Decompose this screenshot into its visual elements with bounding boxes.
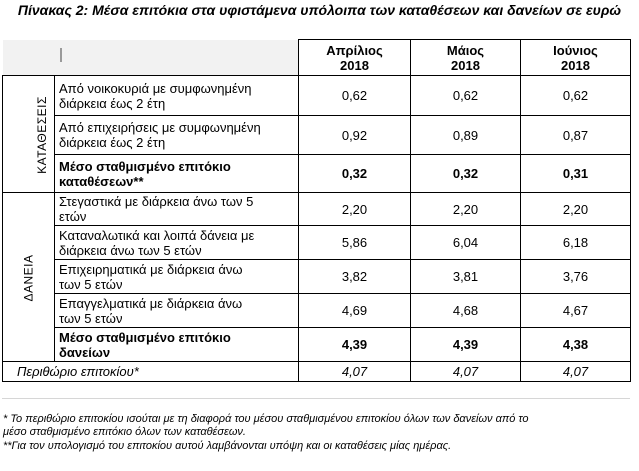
- value-cell: 0,92: [299, 116, 411, 155]
- column-header-may: Μάιος 2018: [411, 40, 521, 76]
- value-cell: 4,39: [411, 328, 521, 362]
- header-label-cell: [55, 40, 299, 76]
- value-cell: 0,89: [411, 116, 521, 155]
- row-label: Στεγαστικά με διάρκεια άνω των 5 ετών: [55, 193, 299, 226]
- row-label: Από νοικοκυριά με συμφωνημένη διάρκεια έως 2 έτη: [55, 76, 299, 116]
- row-label: Μέσο σταθμισμένο επιτόκιο δανείων: [55, 328, 299, 362]
- interest-rates-table: [2, 39, 631, 382]
- value-cell: 4,07: [411, 362, 521, 382]
- margin-label: Περιθώριο επιτοκίου*: [3, 362, 299, 382]
- value-cell: 0,32: [411, 155, 521, 193]
- value-cell: 3,82: [299, 260, 411, 294]
- table-row-margin: [3, 362, 631, 382]
- value-cell: 0,62: [299, 76, 411, 116]
- row-label: Καταναλωτικά και λοιπά δάνεια με διάρκεια άνω των 5 ετών: [55, 226, 299, 260]
- table-row: [3, 294, 631, 328]
- value-cell: 5,86: [299, 226, 411, 260]
- value-cell: 4,68: [411, 294, 521, 328]
- value-cell: 3,81: [411, 260, 521, 294]
- footnote-2: **Για τον υπολογισμό του επιτοκίου αυτού λαμβάνονται υπόψη και οι καταθέσεις μίας ημέρας.: [3, 440, 452, 452]
- value-cell: 2,20: [411, 193, 521, 226]
- table-title: Πίνακας 2: Μέσα επιτόκια στα υφιστάμενα υπόλοιπα των καταθέσεων και δανείων σε ευρώ: [17, 2, 622, 18]
- column-header-april: Απρίλιος 2018: [299, 40, 411, 76]
- value-cell: 4,69: [299, 294, 411, 328]
- section-label-deposits: ΚΑΤΑΘΕΣΕΙΣ: [3, 76, 55, 193]
- value-cell: 4,38: [521, 328, 631, 362]
- value-cell: 6,04: [411, 226, 521, 260]
- value-cell: 6,18: [521, 226, 631, 260]
- value-cell: 2,20: [521, 193, 631, 226]
- row-label: Από επιχειρήσεις με συμφωνημένη διάρκεια έως 2 έτη: [55, 116, 299, 155]
- table-row-total-deposits: [3, 155, 631, 193]
- footnote-separator: [2, 398, 630, 399]
- value-cell: 0,87: [521, 116, 631, 155]
- table-row: [3, 260, 631, 294]
- table-row: [3, 116, 631, 155]
- row-label: Επαγγελματικά με διάρκεια άνω των 5 ετών: [55, 294, 299, 328]
- row-label: Μέσο σταθμισμένο επιτόκιο καταθέσεων**: [55, 155, 299, 193]
- footnote-1: * Το περιθώριο επιτοκίου ισούται με τη διαφορά του μέσου σταθμισμένου επιτοκίου όλων των δανείων από το μέσο σταθμισμένο επιτόκιο όλων των καταθέσεων.: [3, 413, 529, 438]
- column-header-june: Ιούνιος 2018: [521, 40, 631, 76]
- section-label-loans: ΔΑΝΕΙΑ: [3, 193, 55, 362]
- value-cell: 0,62: [521, 76, 631, 116]
- value-cell: 0,62: [411, 76, 521, 116]
- value-cell: 0,32: [299, 155, 411, 193]
- table-row-total-loans: [3, 328, 631, 362]
- header-blank-cell: [3, 40, 55, 76]
- value-cell: 0,31: [521, 155, 631, 193]
- cursor-mark: [60, 48, 62, 62]
- row-label: Επιχειρηματικά με διάρκεια άνω των 5 ετών: [55, 260, 299, 294]
- value-cell: 3,76: [521, 260, 631, 294]
- value-cell: 4,67: [521, 294, 631, 328]
- value-cell: 4,39: [299, 328, 411, 362]
- value-cell: 4,07: [521, 362, 631, 382]
- header-row: [3, 40, 631, 76]
- table-row: [3, 226, 631, 260]
- table-row: [3, 76, 631, 116]
- table-row: [3, 193, 631, 226]
- value-cell: 4,07: [299, 362, 411, 382]
- value-cell: 2,20: [299, 193, 411, 226]
